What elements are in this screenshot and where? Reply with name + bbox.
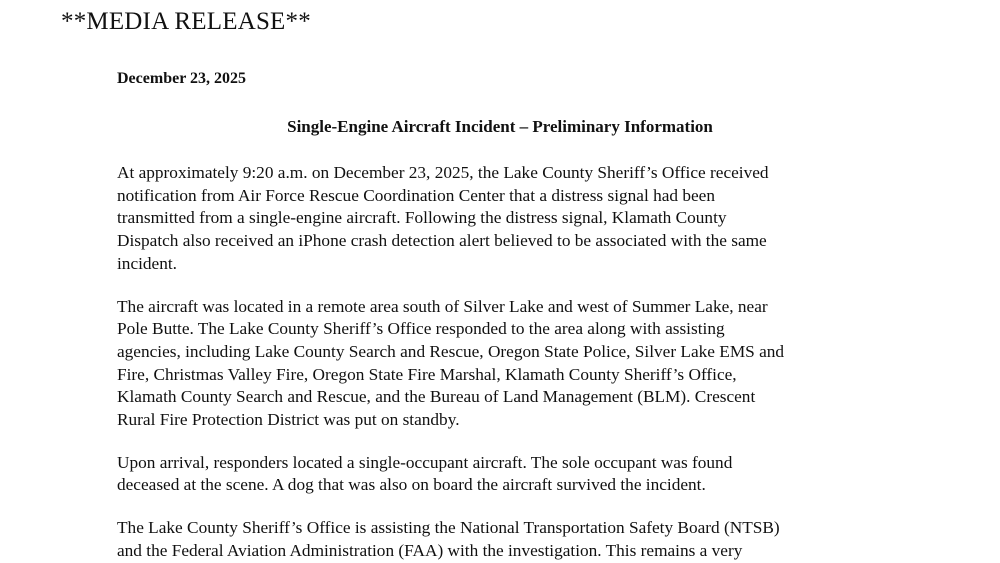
body-paragraph bbox=[117, 162, 897, 276]
paragraph-line: Fire, Christmas Valley Fire, Oregon State Fire Marshal, Klamath County Sheriff’s Office, bbox=[117, 364, 737, 384]
paragraph-line: deceased at the scene. A dog that was also on board the aircraft survived the incident. bbox=[117, 475, 706, 495]
body-paragraph bbox=[117, 517, 897, 562]
paragraph-line: Rural Fire Protection District was put on standby. bbox=[117, 410, 460, 430]
paragraph-line: and the Federal Aviation Administration (FAA) with the investigation. This remains a very bbox=[117, 540, 743, 560]
paragraph-line: notification from Air Force Rescue Coordination Center that a distress signal had been bbox=[117, 185, 715, 205]
paragraph-line: transmitted from a single-engine aircraft. Following the distress signal, Klamath County bbox=[117, 208, 727, 228]
media-release-header: **MEDIA RELEASE** bbox=[61, 8, 311, 35]
release-date: December 23, 2025 bbox=[117, 70, 246, 87]
paragraph-line: Klamath County Search and Rescue, and the Bureau of Land Management (BLM). Crescent bbox=[117, 387, 756, 407]
body-paragraph bbox=[117, 452, 897, 497]
paragraph-line: The aircraft was located in a remote area south of Silver Lake and west of Summer Lake, near bbox=[117, 296, 768, 316]
paragraph-line: At approximately 9:20 a.m. on December 23, 2025, the Lake County Sheriff’s Office received bbox=[117, 163, 769, 182]
paragraph-line: The Lake County Sheriff’s Office is assisting the National Transportation Safety Board (NTSB) bbox=[117, 518, 780, 538]
paragraph-line: Dispatch also received an iPhone crash detection alert believed to be associated with the same bbox=[117, 231, 767, 251]
release-body bbox=[117, 162, 897, 563]
release-title: Single-Engine Aircraft Incident – Preliminary Information bbox=[287, 117, 713, 136]
paragraph-line: incident. bbox=[117, 253, 177, 273]
paragraph-line: Upon arrival, responders located a single-occupant aircraft. The sole occupant was found bbox=[117, 452, 733, 472]
body-paragraph bbox=[117, 296, 897, 432]
paragraph-line: agencies, including Lake County Search and Rescue, Oregon State Police, Silver Lake EMS and bbox=[117, 341, 785, 361]
paragraph-line: Pole Butte. The Lake County Sheriff’s Office responded to the area along with assisting bbox=[117, 319, 725, 339]
